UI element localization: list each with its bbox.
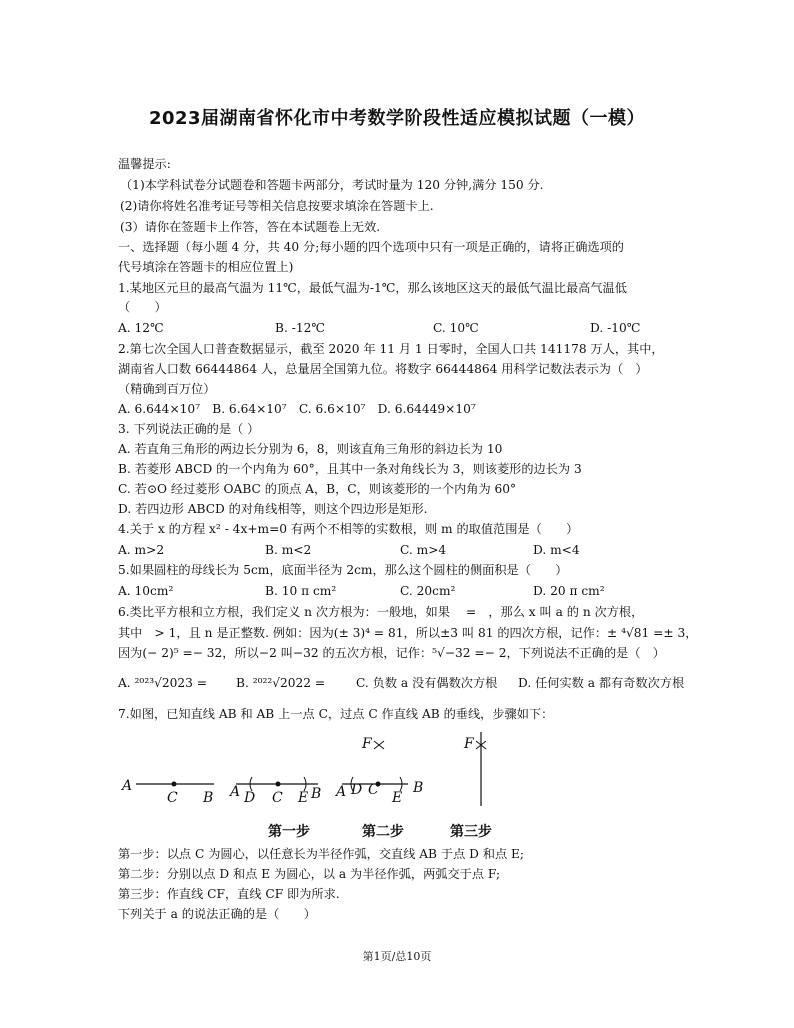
caption-step-3: 第三步 — [450, 824, 492, 840]
q3-option-c: C. 若⊙O 经过菱形 OABC 的顶点 A，B，C，则该菱形的一个内角为 60° — [118, 482, 517, 496]
step2-point-c — [276, 782, 281, 787]
q1-option-a: A. 12℃ — [118, 321, 164, 335]
q6-option-c: C. 负数 a 没有偶数次方根 — [356, 676, 498, 690]
step3-label-a: A — [336, 784, 347, 800]
q7-construction-figure — [112, 728, 532, 843]
tip-3: (3）请你在签题卡上作答，答在本试题卷上无效. — [120, 220, 381, 234]
step2-label-b: B — [311, 786, 322, 802]
tip-1: （1)本学科试卷分试题卷和答题卡两部分，考试时量为 120 分钟,满分 150 分. — [120, 178, 544, 192]
q5-option-c: C. 20cm² — [400, 584, 456, 598]
q6-line-2: 其中 > 1，且 n 是正整数. 例如：因为(± 3)⁴ = 81，所以±3 叫 81 的四次方根，记作：± ⁴√81 =± 3， — [118, 626, 698, 640]
step2-label-d: D — [244, 790, 256, 806]
q3-option-b: B. 若菱形 ABCD 的一个内角为 60°，且其中一条对角线长为 3，则该菱形的边长为 3 — [118, 462, 582, 476]
q6-option-a: A. ²⁰²³√2023 = — [118, 676, 207, 690]
q7-step-1: 第一步：以点 C 为圆心，以任意长为半径作弧，交直线 AB 于点 D 和点 E; — [118, 847, 525, 861]
caption-step-2: 第二步 — [362, 824, 404, 840]
step2-label-c: C — [272, 790, 283, 806]
q7-step-3: 第三步：作直线 CF，直线 CF 即为所求. — [118, 887, 340, 901]
step3-label-d: D — [351, 782, 363, 798]
q1-option-d: D. -10℃ — [590, 321, 641, 335]
q2-stem-2: 湖南省人口数 66444864 人，总量居全国第九位。将数字 66444864 用科学记数法表示为（ ） — [118, 362, 648, 376]
q1-option-c: C. 10℃ — [433, 321, 479, 335]
section-heading-1: 一、选择题（每小题 4 分，共 40 分;每小题的四个选项中只有一项是正确的，请将正确选项的 — [118, 240, 624, 254]
q4-option-a: A. m>2 — [118, 543, 165, 557]
step1-label-b: B — [203, 790, 214, 806]
q5-stem: 5.如果圆柱的母线长为 5cm，底面半径为 2cm，那么这个圆柱的侧面积是（ ） — [118, 563, 568, 577]
q4-stem: 4.关于 x 的方程 x² - 4x+m=0 有两个不相等的实数根，则 m 的取值范围是（ ） — [118, 522, 579, 536]
page-footer: 第1页/总10页 — [362, 950, 432, 963]
step3-label-e: E — [392, 790, 403, 806]
q7-question: 下列关于 a 的说法正确的是（ ） — [118, 907, 316, 921]
step3-label-c: C — [368, 782, 379, 798]
step1-label-c: C — [167, 790, 178, 806]
q6-option-b: B. ²⁰²²√2022 = — [236, 676, 326, 690]
q6-option-d: D. 任何实数 a 都有奇数次方根 — [518, 676, 685, 690]
q5-option-b: B. 10 π cm² — [265, 584, 337, 598]
section-heading-2: 代号填涂在答题卡的相应位置上) — [118, 260, 294, 274]
q3-option-d: D. 若四边形 ABCD 的对角线相等，则这个四边形是矩形. — [118, 502, 428, 516]
step3-label-b: B — [413, 780, 424, 796]
step2-label-e: E — [298, 790, 309, 806]
step2-label-a: A — [230, 784, 241, 800]
caption-step-1: 第一步 — [268, 824, 310, 840]
q1-option-b: B. -12℃ — [275, 321, 325, 335]
q6-line-3: 因为(− 2)⁵ =− 32，所以−2 叫−32 的五次方根，记作：⁵√−32 =− 2，下列说法不正确的是（ ） — [118, 646, 665, 660]
q2-stem-1: 2.第七次全国人口普查数据显示，截至 2020 年 11 月 1 日零时，全国人口共 141178 万人，其中， — [118, 342, 664, 356]
step1-label-a: A — [122, 778, 133, 794]
step3-label-f: F — [464, 736, 474, 752]
q3-option-a: A. 若直角三角形的两边长分别为 6，8，则该直角三角形的斜边长为 10 — [118, 442, 503, 456]
q1-stem-2: （ ） — [118, 300, 167, 314]
step2-f-cross — [374, 741, 384, 749]
q4-option-b: B. m<2 — [265, 543, 312, 557]
tip-2: (2)请你将姓名准考证号等相关信息按要求填涂在答题卡上. — [120, 199, 434, 213]
q7-stem: 7.如图，已知直线 AB 和 AB 上一点 C，过点 C 作直线 AB 的垂线，步骤如下： — [118, 707, 554, 721]
q4-option-c: C. m>4 — [400, 543, 447, 557]
page-title: 2023届湖南省怀化市中考数学阶段性适应模拟试题（一模） — [148, 108, 646, 129]
q2-options: A. 6.644×10⁷ B. 6.64×10⁷ C. 6.6×10⁷ D. 6.64449×10⁷ — [118, 402, 476, 416]
tips-heading: 温馨提示: — [118, 157, 171, 171]
q1-stem-1: 1.某地区元旦的最高气温为 11℃，最低气温为-1℃，那么该地区这天的最低气温比最高气温低 — [118, 281, 627, 295]
q5-option-d: D. 20 π cm² — [533, 584, 605, 598]
q7-step-2: 第二步：分别以点 D 和点 E 为圆心，以 a 为半径作弧，两弧交于点 F; — [118, 867, 501, 881]
q4-option-d: D. m<4 — [533, 543, 580, 557]
step1-point-c — [172, 782, 177, 787]
q2-stem-3: （精确到百万位） — [118, 382, 216, 396]
q6-line-1: 6.类比平方根和立方根，我们定义 n 次方根为：一般地，如果 = ，那么 x 叫 a 的 n 次方根， — [118, 605, 644, 619]
step2-label-f: F — [362, 736, 372, 752]
q3-stem: 3. 下列说法正确的是（ ） — [118, 422, 260, 436]
q5-option-a: A. 10cm² — [118, 584, 174, 598]
